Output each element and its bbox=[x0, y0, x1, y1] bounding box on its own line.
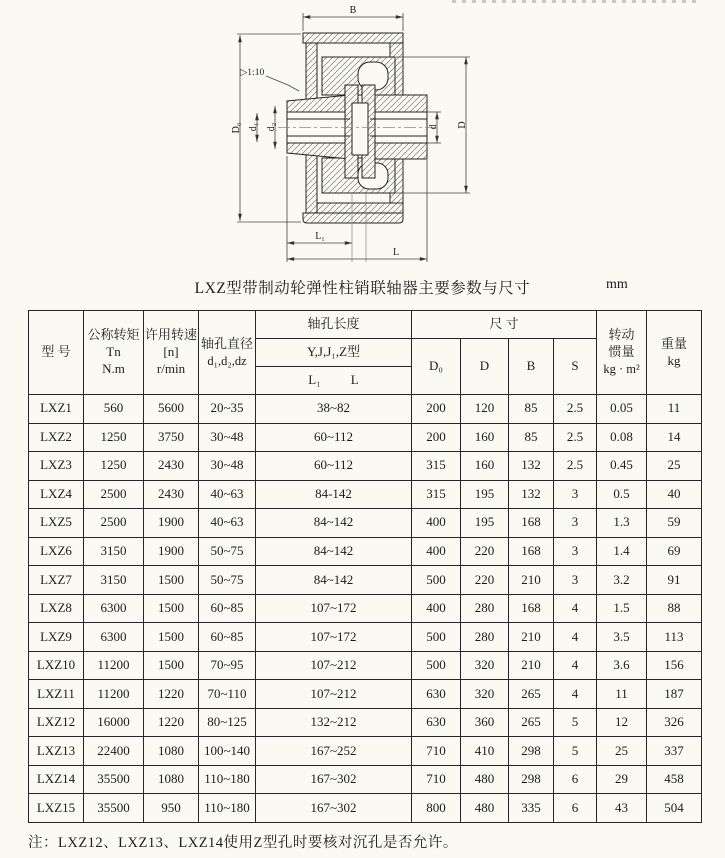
value-cell: 20~35 bbox=[199, 395, 256, 424]
value-cell: 1080 bbox=[144, 765, 199, 794]
value-cell: 70~95 bbox=[199, 651, 256, 680]
header-bore-length-types: Y,J,J₁,Z型 bbox=[256, 339, 412, 367]
page-title: LXZ型带制动轮弹性柱销联轴器主要参数与尺寸 bbox=[194, 280, 531, 297]
value-cell: 1.5 bbox=[597, 594, 647, 623]
value-cell: 1900 bbox=[144, 509, 199, 538]
value-cell: 14 bbox=[647, 423, 702, 452]
value-cell: 70~110 bbox=[199, 680, 256, 709]
value-cell: 195 bbox=[461, 480, 509, 509]
value-cell: 120 bbox=[461, 395, 509, 424]
value-cell: 132 bbox=[509, 480, 554, 509]
dim-label-d2: d₂ bbox=[266, 122, 277, 132]
header-weight-l1: 重量 bbox=[661, 335, 688, 351]
table-body bbox=[29, 395, 702, 823]
header-inertia bbox=[597, 311, 647, 395]
dim-label-d-big: D bbox=[457, 121, 468, 129]
value-cell: 3.5 bbox=[597, 623, 647, 652]
value-cell: 167~302 bbox=[256, 765, 412, 794]
value-cell: 2430 bbox=[144, 480, 199, 509]
value-cell: 4 bbox=[554, 651, 597, 680]
table-row bbox=[29, 537, 702, 566]
value-cell: 2.5 bbox=[554, 423, 597, 452]
header-torque-l1: 公称转矩Tn bbox=[87, 327, 140, 360]
table-row bbox=[29, 794, 702, 823]
value-cell: 0.05 bbox=[597, 395, 647, 424]
header-bore-dia-l2: d₁,d₂,dz bbox=[207, 353, 247, 368]
header-col-s: S bbox=[554, 339, 597, 395]
value-cell: 4 bbox=[554, 680, 597, 709]
table-row bbox=[29, 708, 702, 737]
value-cell: 5600 bbox=[144, 395, 199, 424]
header-bore-dia-l1: 轴孔直径 bbox=[200, 335, 253, 351]
value-cell: 160 bbox=[461, 423, 509, 452]
title-row bbox=[0, 276, 725, 298]
header-col-d0: D₀ bbox=[412, 339, 461, 395]
value-cell: 710 bbox=[412, 765, 461, 794]
model-cell: LXZ1 bbox=[29, 395, 84, 424]
model-cell: LXZ10 bbox=[29, 651, 84, 680]
dim-label-d0: D₀ bbox=[231, 122, 242, 134]
value-cell: 504 bbox=[647, 794, 702, 823]
value-cell: 298 bbox=[509, 737, 554, 766]
table-row bbox=[29, 680, 702, 709]
value-cell: 3750 bbox=[144, 423, 199, 452]
value-cell: 1500 bbox=[144, 623, 199, 652]
header-weight-l2: kg bbox=[667, 352, 681, 368]
value-cell: 5 bbox=[554, 737, 597, 766]
value-cell: 11200 bbox=[84, 680, 144, 709]
value-cell: 132~212 bbox=[256, 708, 412, 737]
value-cell: 11 bbox=[647, 395, 702, 424]
value-cell: 337 bbox=[647, 737, 702, 766]
value-cell: 326 bbox=[647, 708, 702, 737]
value-cell: 113 bbox=[647, 623, 702, 652]
model-cell: LXZ6 bbox=[29, 537, 84, 566]
value-cell: 11 bbox=[597, 680, 647, 709]
value-cell: 950 bbox=[144, 794, 199, 823]
header-l-label: L bbox=[350, 372, 359, 388]
table-row bbox=[29, 737, 702, 766]
value-cell: 265 bbox=[509, 680, 554, 709]
value-cell: 200 bbox=[412, 395, 461, 424]
value-cell: 30~48 bbox=[199, 423, 256, 452]
value-cell: 410 bbox=[461, 737, 509, 766]
value-cell: 107~172 bbox=[256, 594, 412, 623]
value-cell: 35500 bbox=[84, 765, 144, 794]
value-cell: 35500 bbox=[84, 794, 144, 823]
value-cell: 167~252 bbox=[256, 737, 412, 766]
value-cell: 1250 bbox=[84, 452, 144, 481]
table-header bbox=[29, 311, 702, 395]
value-cell: 167~302 bbox=[256, 794, 412, 823]
value-cell: 220 bbox=[461, 566, 509, 595]
value-cell: 40~63 bbox=[199, 509, 256, 538]
header-torque bbox=[84, 311, 144, 395]
dim-label-d-small: d bbox=[428, 124, 439, 130]
value-cell: 500 bbox=[412, 651, 461, 680]
value-cell: 335 bbox=[509, 794, 554, 823]
dim-label-l: L bbox=[392, 247, 400, 258]
value-cell: 43 bbox=[597, 794, 647, 823]
value-cell: 80~125 bbox=[199, 708, 256, 737]
value-cell: 85 bbox=[509, 423, 554, 452]
value-cell: 11200 bbox=[84, 651, 144, 680]
value-cell: 1500 bbox=[144, 594, 199, 623]
dim-label-d1: d₁ bbox=[248, 122, 259, 132]
value-cell: 0.5 bbox=[597, 480, 647, 509]
coupling-drawing bbox=[0, 0, 725, 272]
value-cell: 6 bbox=[554, 794, 597, 823]
value-cell: 630 bbox=[412, 680, 461, 709]
model-cell: LXZ9 bbox=[29, 623, 84, 652]
value-cell: 315 bbox=[412, 480, 461, 509]
model-cell: LXZ5 bbox=[29, 509, 84, 538]
value-cell: 84~142 bbox=[256, 509, 412, 538]
value-cell: 156 bbox=[647, 651, 702, 680]
value-cell: 2500 bbox=[84, 509, 144, 538]
table-row bbox=[29, 651, 702, 680]
value-cell: 710 bbox=[412, 737, 461, 766]
value-cell: 84~142 bbox=[256, 566, 412, 595]
value-cell: 160 bbox=[461, 452, 509, 481]
value-cell: 110~180 bbox=[199, 794, 256, 823]
value-cell: 50~75 bbox=[199, 537, 256, 566]
model-cell: LXZ3 bbox=[29, 452, 84, 481]
value-cell: 0.08 bbox=[597, 423, 647, 452]
table-row bbox=[29, 423, 702, 452]
header-speed-l1: 许用转速 bbox=[144, 327, 197, 343]
value-cell: 12 bbox=[597, 708, 647, 737]
model-cell: LXZ15 bbox=[29, 794, 84, 823]
value-cell: 220 bbox=[461, 537, 509, 566]
model-cell: LXZ13 bbox=[29, 737, 84, 766]
table-row bbox=[29, 452, 702, 481]
value-cell: 800 bbox=[412, 794, 461, 823]
value-cell: 280 bbox=[461, 594, 509, 623]
value-cell: 265 bbox=[509, 708, 554, 737]
value-cell: 1.4 bbox=[597, 537, 647, 566]
value-cell: 458 bbox=[647, 765, 702, 794]
value-cell: 3.2 bbox=[597, 566, 647, 595]
value-cell: 187 bbox=[647, 680, 702, 709]
value-cell: 630 bbox=[412, 708, 461, 737]
model-cell: LXZ14 bbox=[29, 765, 84, 794]
value-cell: 500 bbox=[412, 566, 461, 595]
value-cell: 40 bbox=[647, 480, 702, 509]
value-cell: 25 bbox=[647, 452, 702, 481]
value-cell: 320 bbox=[461, 651, 509, 680]
value-cell: 29 bbox=[597, 765, 647, 794]
header-torque-l2: N.m bbox=[102, 360, 125, 376]
model-cell: LXZ4 bbox=[29, 480, 84, 509]
header-speed bbox=[144, 311, 199, 395]
header-bore-diameter bbox=[199, 311, 256, 395]
value-cell: 3.6 bbox=[597, 651, 647, 680]
value-cell: 30~48 bbox=[199, 452, 256, 481]
value-cell: 2430 bbox=[144, 452, 199, 481]
header-model bbox=[29, 311, 84, 395]
model-cell: LXZ8 bbox=[29, 594, 84, 623]
value-cell: 0.45 bbox=[597, 452, 647, 481]
value-cell: 6300 bbox=[84, 594, 144, 623]
header-weight bbox=[647, 311, 702, 395]
value-cell: 22400 bbox=[84, 737, 144, 766]
value-cell: 60~112 bbox=[256, 452, 412, 481]
value-cell: 560 bbox=[84, 395, 144, 424]
value-cell: 280 bbox=[461, 623, 509, 652]
value-cell: 3 bbox=[554, 537, 597, 566]
value-cell: 3 bbox=[554, 566, 597, 595]
value-cell: 69 bbox=[647, 537, 702, 566]
value-cell: 400 bbox=[412, 594, 461, 623]
value-cell: 400 bbox=[412, 537, 461, 566]
header-inertia-l1: 转动 bbox=[608, 327, 635, 343]
value-cell: 84~142 bbox=[256, 537, 412, 566]
value-cell: 1220 bbox=[144, 708, 199, 737]
value-cell: 315 bbox=[412, 452, 461, 481]
header-col-d: D bbox=[461, 339, 509, 395]
value-cell: 4 bbox=[554, 623, 597, 652]
value-cell: 38~82 bbox=[256, 395, 412, 424]
table-row bbox=[29, 765, 702, 794]
value-cell: 168 bbox=[509, 537, 554, 566]
value-cell: 1080 bbox=[144, 737, 199, 766]
value-cell: 3150 bbox=[84, 566, 144, 595]
value-cell: 1.3 bbox=[597, 509, 647, 538]
value-cell: 3 bbox=[554, 480, 597, 509]
value-cell: 210 bbox=[509, 566, 554, 595]
value-cell: 298 bbox=[509, 765, 554, 794]
model-cell: LXZ2 bbox=[29, 423, 84, 452]
dim-label-b: B bbox=[349, 5, 357, 16]
value-cell: 400 bbox=[412, 509, 461, 538]
table-row bbox=[29, 566, 702, 595]
footnote: 注：LXZ12、LXZ13、LXZ14使用Z型孔时要核对沉孔是否允许。 bbox=[28, 835, 458, 851]
value-cell: 107~212 bbox=[256, 680, 412, 709]
table-row bbox=[29, 480, 702, 509]
spec-table bbox=[28, 310, 702, 823]
table-row bbox=[29, 594, 702, 623]
value-cell: 60~85 bbox=[199, 623, 256, 652]
value-cell: 85 bbox=[509, 395, 554, 424]
header-l1-l bbox=[256, 367, 412, 395]
value-cell: 40~63 bbox=[199, 480, 256, 509]
header-model-label: 型 号 bbox=[41, 344, 71, 360]
model-cell: LXZ11 bbox=[29, 680, 84, 709]
value-cell: 16000 bbox=[84, 708, 144, 737]
value-cell: 84-142 bbox=[256, 480, 412, 509]
dim-label-l1: L₁ bbox=[315, 231, 325, 242]
value-cell: 210 bbox=[509, 651, 554, 680]
value-cell: 168 bbox=[509, 594, 554, 623]
value-cell: 6 bbox=[554, 765, 597, 794]
model-cell: LXZ7 bbox=[29, 566, 84, 595]
taper-label: ▷1:10 bbox=[240, 68, 265, 78]
value-cell: 110~180 bbox=[199, 765, 256, 794]
value-cell: 132 bbox=[509, 452, 554, 481]
value-cell: 107~172 bbox=[256, 623, 412, 652]
table-row bbox=[29, 509, 702, 538]
header-inertia-l2: 惯量 bbox=[608, 344, 635, 360]
value-cell: 100~140 bbox=[199, 737, 256, 766]
value-cell: 480 bbox=[461, 765, 509, 794]
value-cell: 1250 bbox=[84, 423, 144, 452]
value-cell: 3 bbox=[554, 509, 597, 538]
value-cell: 50~75 bbox=[199, 566, 256, 595]
header-speed-l2: [n] bbox=[163, 344, 179, 360]
table-row bbox=[29, 395, 702, 424]
header-l1-label: L₁ bbox=[308, 372, 321, 388]
value-cell: 5 bbox=[554, 708, 597, 737]
header-bore-length: 轴孔长度 bbox=[256, 311, 412, 339]
value-cell: 6300 bbox=[84, 623, 144, 652]
value-cell: 1220 bbox=[144, 680, 199, 709]
value-cell: 210 bbox=[509, 623, 554, 652]
value-cell: 2500 bbox=[84, 480, 144, 509]
value-cell: 1900 bbox=[144, 537, 199, 566]
value-cell: 91 bbox=[647, 566, 702, 595]
value-cell: 480 bbox=[461, 794, 509, 823]
value-cell: 360 bbox=[461, 708, 509, 737]
value-cell: 1500 bbox=[144, 566, 199, 595]
value-cell: 1500 bbox=[144, 651, 199, 680]
value-cell: 4 bbox=[554, 594, 597, 623]
value-cell: 500 bbox=[412, 623, 461, 652]
value-cell: 2.5 bbox=[554, 452, 597, 481]
value-cell: 320 bbox=[461, 680, 509, 709]
value-cell: 168 bbox=[509, 509, 554, 538]
value-cell: 60~85 bbox=[199, 594, 256, 623]
value-cell: 59 bbox=[647, 509, 702, 538]
model-cell: LXZ12 bbox=[29, 708, 84, 737]
unit-label: mm bbox=[606, 277, 628, 292]
value-cell: 25 bbox=[597, 737, 647, 766]
header-col-b: B bbox=[509, 339, 554, 395]
value-cell: 200 bbox=[412, 423, 461, 452]
header-speed-l3: r/min bbox=[156, 360, 186, 376]
value-cell: 2.5 bbox=[554, 395, 597, 424]
value-cell: 88 bbox=[647, 594, 702, 623]
value-cell: 3150 bbox=[84, 537, 144, 566]
value-cell: 107~212 bbox=[256, 651, 412, 680]
header-inertia-l3: kg · m² bbox=[603, 362, 640, 377]
header-dimensions: 尺 寸 bbox=[412, 311, 597, 339]
value-cell: 195 bbox=[461, 509, 509, 538]
table-row bbox=[29, 623, 702, 652]
value-cell: 60~112 bbox=[256, 423, 412, 452]
